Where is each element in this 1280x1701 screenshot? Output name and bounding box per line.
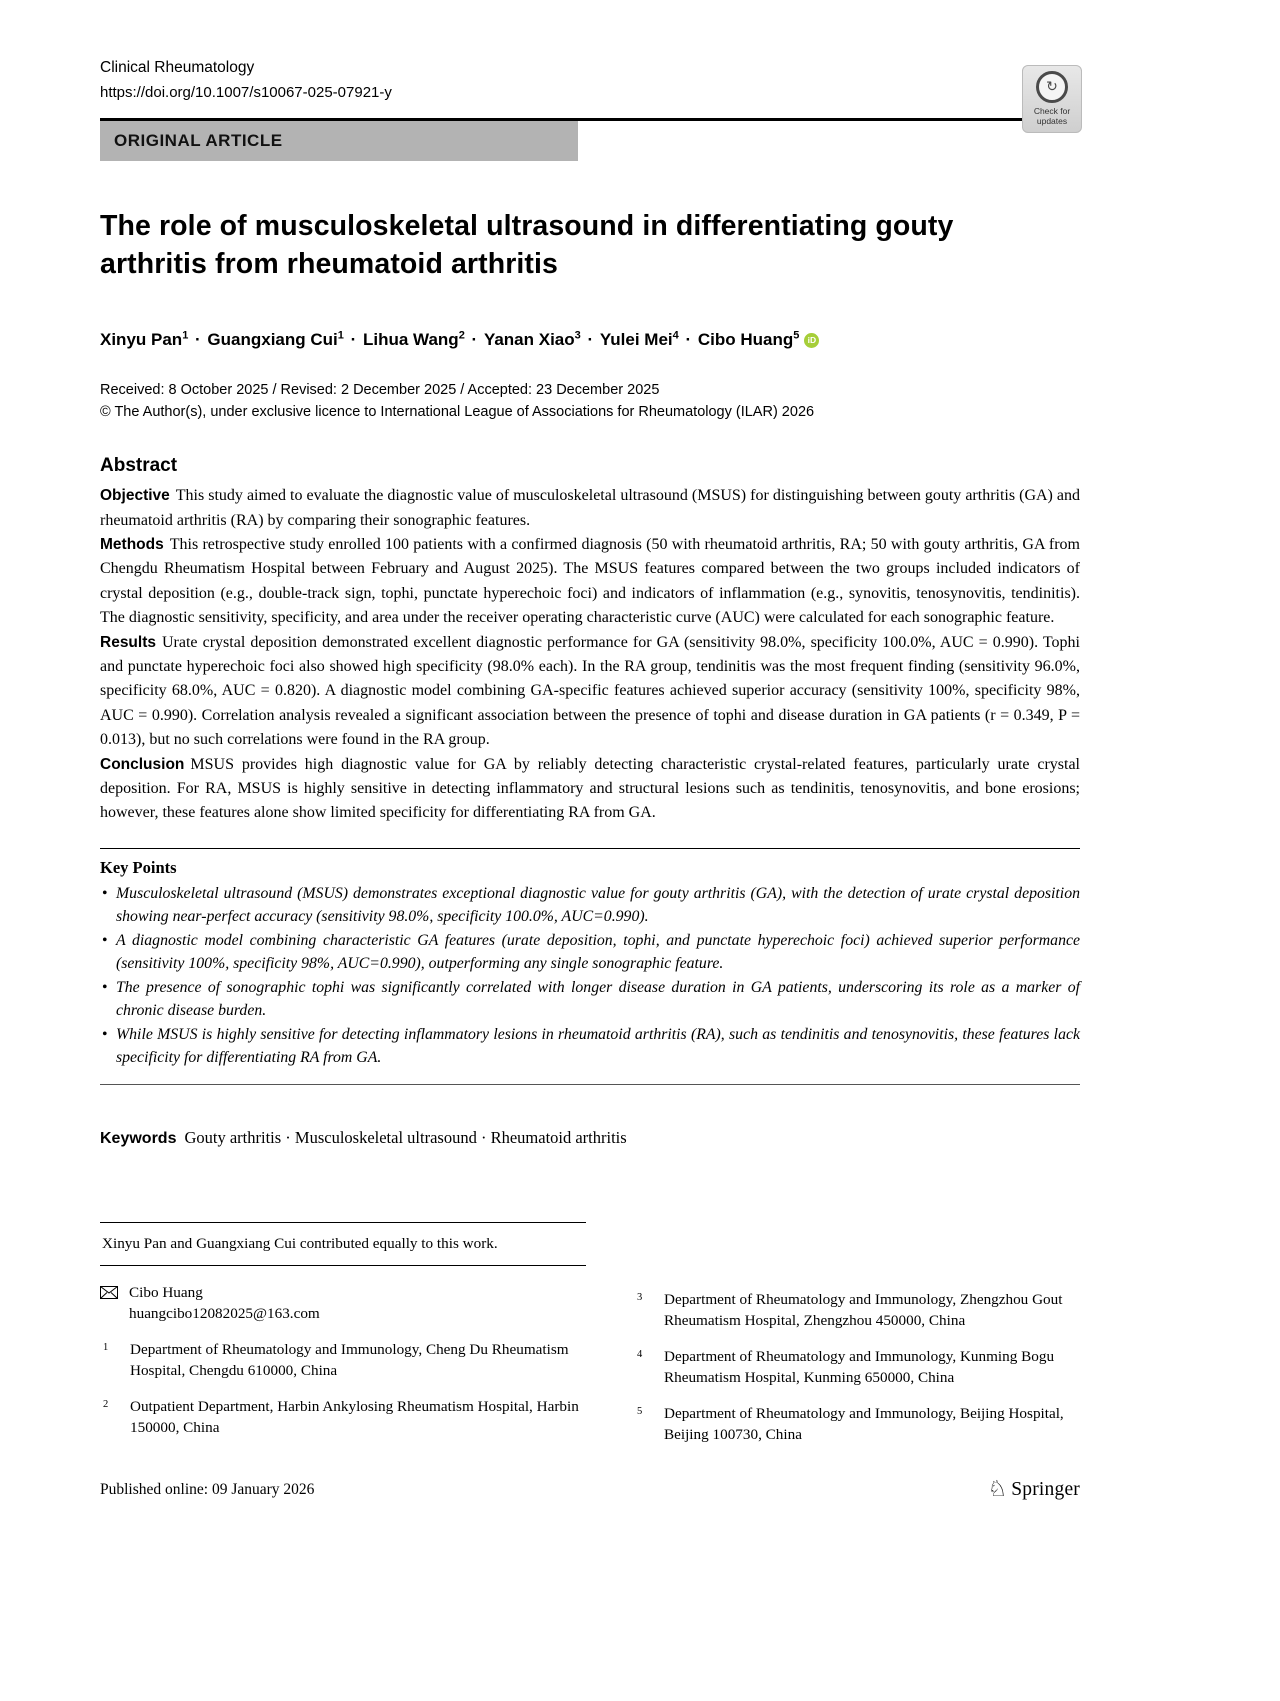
author: Lihua Wang$^2$ <box>363 329 465 350</box>
footnotes-left-column <box>100 1222 586 1445</box>
affiliation-number: 4 <box>637 1348 643 1360</box>
springer-logo <box>987 1476 1081 1502</box>
orcid-icon[interactable]: iD <box>804 333 819 348</box>
update-circular-arrow-icon: ↻ <box>1036 71 1068 103</box>
affiliation-number: 3 <box>637 1291 643 1303</box>
key-point-item: • The presence of sonographic tophi was significantly correlated with longer disease duration in GA patients, underscoring its role as a marker of chronic disease burden. <box>100 976 1080 1023</box>
journal-name: Clinical Rheumatology <box>100 59 255 76</box>
affiliation-item <box>100 1396 586 1438</box>
paper-title: The role of musculoskeletal ultrasound in differentiating gouty arthritis from rheumatoid arthritis <box>100 209 954 280</box>
key-points-list <box>100 882 1080 1070</box>
footnotes-right-column <box>634 1222 1080 1445</box>
affiliations-left <box>100 1339 586 1438</box>
affiliation-item <box>634 1289 1080 1331</box>
affiliation-text: Department of Rheumatology and Immunology, Kunming Bogu Rheumatism Hospital, Kunming 650000, China <box>664 1347 1055 1386</box>
affiliation-text: Outpatient Department, Harbin Ankylosing Rheumatism Hospital, Harbin 150000, China <box>130 1397 579 1436</box>
affiliation-text: Department of Rheumatology and Immunology, Zhengzhou Gout Rheumatism Hospital, Zhengzhou 450000, China <box>664 1290 1063 1329</box>
received-revised-accepted: Received: 8 October 2025 / Revised: 2 December 2025 / Accepted: 23 December 2025 <box>100 382 660 399</box>
doi-link[interactable]: https://doi.org/10.1007/s10067-025-07921-y <box>100 84 392 101</box>
author: Yulei Mei$^4$ <box>599 329 679 350</box>
published-online: Published online: 09 January 2026 <box>100 1480 315 1498</box>
abstract-section-conclusion: Conclusion MSUS provides high diagnostic value for GA by reliably detecting characteristic crystal-related features, particularly urate crystal deposition. For RA, MSUS is highly sensitive in detecting inflammatory and structural lesions such as tendinitis, tenosynovitis, and bone erosions; however, these features alone show limited specificity for differentiating RA from GA. <box>100 755 1080 822</box>
author-separator: · <box>582 330 598 350</box>
affiliation-text: Department of Rheumatology and Immunology, Cheng Du Rheumatism Hospital, Chengdu 610000, China <box>130 1340 569 1379</box>
author-list <box>100 325 1080 352</box>
keywords-label: Keywords <box>100 1129 177 1147</box>
correspondence-email[interactable]: huangcibo12082025@163.com <box>129 1304 320 1322</box>
springer-horse-icon: ♘ <box>987 1476 1008 1502</box>
author-separator: · <box>190 330 206 350</box>
abstract-section-methods: Methods This retrospective study enrolled 100 patients with a confirmed diagnosis (50 with rheumatoid arthritis, RA; 50 with gouty arthritis, GA from Chengdu Rheumatism Hospital between February and August 2025). The MSUS features compared between the two groups included indicators of crystal deposition (e.g., double-track sign, tophi, punctate hyperechoic foci) and indicators of inflammation (e.g., synovitis, tenosynovitis, tendinitis). The diagnostic sensitivity, specificity, and area under the receiver operating characteristic curve (AUC) were calculated for each sonographic feature. <box>100 535 1080 627</box>
author-separator: · <box>466 330 482 350</box>
abstract-section-objective: Objective This study aimed to evaluate the diagnostic value of musculoskeletal ultrasound (MSUS) for distinguishing between gouty arthritis (GA) and rheumatoid arthritis (RA) by comparing their sonographic features. <box>100 487 1080 529</box>
key-point-item: • Musculoskeletal ultrasound (MSUS) demonstrates exceptional diagnostic value for gouty arthritis (GA), with the detection of urate crystal deposition showing near-perfect accuracy (sensitivity 98.0%, specificity 100.0%, AUC=0.990). <box>100 882 1080 929</box>
affiliation-text: Department of Rheumatology and Immunology, Beijing Hospital, Beijing 100730, China <box>664 1404 1064 1443</box>
author: Yanan Xiao$^3$ <box>483 329 581 350</box>
correspondence-name: Cibo Huang <box>129 1283 203 1301</box>
affiliation-number: 5 <box>637 1405 643 1417</box>
article-type-banner: ORIGINAL ARTICLE <box>100 121 578 161</box>
author-separator: · <box>680 330 696 350</box>
footnotes-area <box>100 1222 1080 1445</box>
key-point-item: • While MSUS is highly sensitive for detecting inflammatory lesions in rheumatoid arthritis (RA), such as tendinitis and tenosynovitis, these features lack specificity for differentiating RA from GA. <box>100 1023 1080 1070</box>
envelope-icon <box>100 1284 120 1324</box>
affiliations-right <box>634 1289 1080 1445</box>
keywords-text: Gouty arthritis · Musculoskeletal ultrasound · Rheumatoid arthritis <box>184 1127 627 1147</box>
affiliation-item <box>100 1339 586 1381</box>
author: Guangxiang Cui$^1$ <box>207 329 344 350</box>
springer-wordmark: Springer <box>1011 1478 1080 1500</box>
abstract-heading: Abstract <box>100 455 178 477</box>
key-points-heading: Key Points <box>100 857 177 877</box>
key-points-section <box>100 848 1080 1085</box>
author: Xinyu Pan$^1$ <box>100 329 189 350</box>
copyright-notice: © The Author(s), under exclusive licence to International League of Associations for Rheumatology (ILAR) 2026 <box>100 404 815 421</box>
affiliation-number: 1 <box>103 1341 109 1353</box>
author: Cibo Huang$^5$ iD <box>698 330 820 349</box>
abstract-body <box>100 484 1080 826</box>
check-for-updates-label: Check for updates <box>1033 106 1071 127</box>
equal-contribution-note: Xinyu Pan and Guangxiang Cui contributed equally to this work. <box>100 1222 586 1266</box>
check-for-updates-badge[interactable] <box>1022 65 1082 133</box>
author-separator: · <box>345 330 361 350</box>
affiliation-number: 2 <box>103 1398 109 1410</box>
key-point-item: • A diagnostic model combining characteristic GA features (urate deposition, tophi, and punctate hyperechoic foci) achieved superior performance (sensitivity 100%, specificity 98%, AUC=0.990), outperforming any single sonographic feature. <box>100 929 1080 976</box>
abstract-section-results: Results Urate crystal deposition demonstrated excellent diagnostic performance for GA (sensitivity 98.0%, specificity 100.0%, AUC = 0.990). Tophi and punctate hyperechoic foci also showed high specificity (98.0% each). In the RA group, tendinitis was the most frequent finding (sensitivity 96.0%, specificity 68.0%, AUC = 0.820). A diagnostic model combining GA-specific features achieved superior accuracy (sensitivity 100%, specificity 98%, AUC = 0.990). Correlation analysis revealed a significant association between the presence of tophi and disease duration in GA patients (r = 0.349, P = 0.013), but no such correlations were found in the RA group. <box>100 633 1080 749</box>
affiliation-item <box>634 1403 1080 1445</box>
affiliation-item <box>634 1346 1080 1388</box>
footer-row <box>100 1476 1080 1502</box>
correspondence-block <box>100 1282 586 1324</box>
keywords-row <box>100 1127 1080 1150</box>
